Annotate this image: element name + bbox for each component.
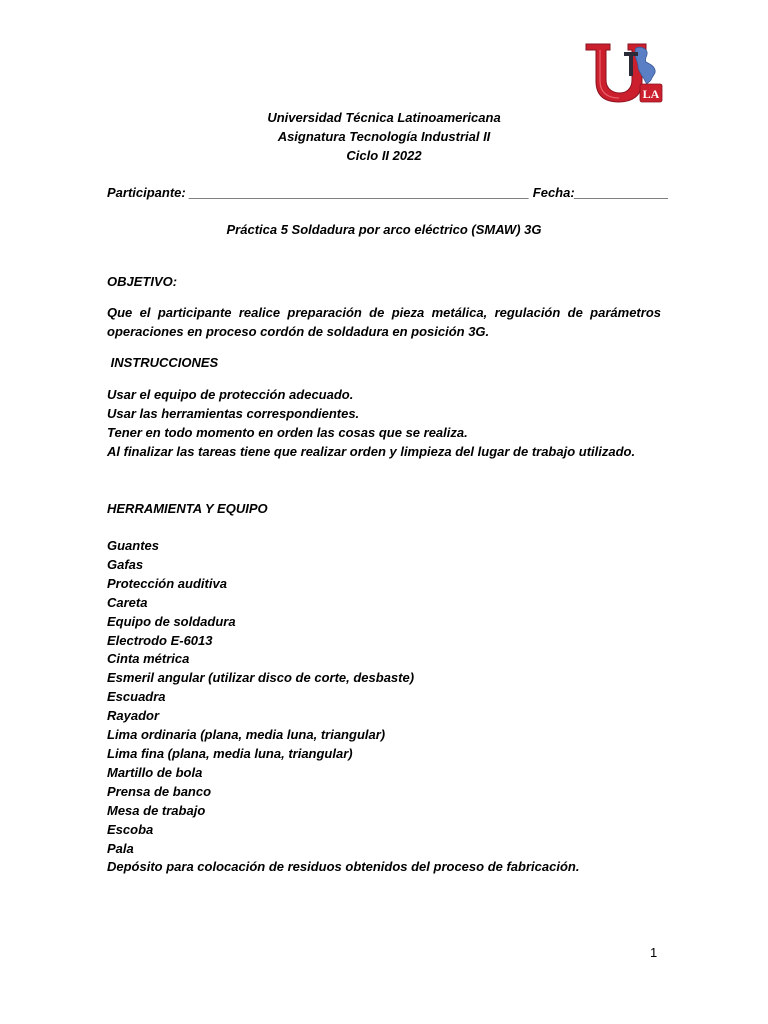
tool-item: Escoba bbox=[107, 821, 154, 837]
page-number: 1 bbox=[650, 945, 658, 960]
tool-item: Lima ordinaria (plana, media luna, triangular) bbox=[107, 727, 386, 743]
tool-item: Lima fina (plana, media luna, triangular) bbox=[107, 745, 353, 761]
tools-heading: HERRAMIENTA Y EQUIPO bbox=[107, 501, 268, 516]
subject-name: Asignatura Tecnología Industrial II bbox=[277, 129, 491, 144]
instructions-heading: INSTRUCCIONES bbox=[107, 355, 219, 370]
instructions-list bbox=[107, 385, 635, 461]
tools-list bbox=[107, 537, 579, 877]
tool-item: Electrodo E-6013 bbox=[107, 632, 213, 648]
tool-item: Equipo de soldadura bbox=[107, 613, 236, 629]
instruction-item: Al finalizar las tareas tiene que realizar orden y limpieza del lugar de trabajo utilizado. bbox=[107, 444, 636, 459]
objective-heading: OBJETIVO: bbox=[107, 274, 178, 289]
tool-item: Cinta métrica bbox=[107, 651, 190, 667]
tool-item: Esmeril angular (utilizar disco de corte, desbaste) bbox=[107, 670, 415, 686]
university-logo bbox=[580, 38, 666, 108]
instruction-item: Tener en todo momento en orden las cosas que se realiza. bbox=[107, 425, 468, 440]
objective-body: Que el participante realice preparación de pieza metálica, regulación de parámetros operaciones en proceso cordón de soldadura en posición 3G. bbox=[107, 305, 661, 339]
practice-title: Práctica 5 Soldadura por arco eléctrico (SMAW) 3G bbox=[226, 222, 542, 237]
instruction-item: Usar las herramientas correspondientes. bbox=[107, 406, 360, 421]
tool-item: Careta bbox=[107, 594, 148, 610]
tool-item: Depósito para colocación de residuos obtenidos del proceso de fabricación. bbox=[107, 859, 580, 875]
participant-date-line: Participante: _______________________________________________ Fecha:_____________ bbox=[107, 185, 669, 200]
tool-item: Martillo de bola bbox=[107, 764, 203, 780]
tool-item: Gafas bbox=[107, 556, 144, 572]
university-name: Universidad Técnica Latinoamericana bbox=[267, 110, 501, 125]
document-header bbox=[107, 108, 661, 165]
tool-item: Guantes bbox=[107, 538, 160, 553]
tool-item: Escuadra bbox=[107, 689, 166, 705]
tool-item: Protección auditiva bbox=[107, 575, 227, 591]
instruction-item: Usar el equipo de protección adecuado. bbox=[107, 387, 354, 402]
tool-item: Prensa de banco bbox=[107, 783, 212, 799]
svg-text:LA: LA bbox=[642, 87, 660, 101]
tool-item: Rayador bbox=[107, 708, 160, 724]
utla-logo-icon bbox=[580, 38, 666, 108]
tool-item: Pala bbox=[107, 840, 134, 856]
cycle-label: Ciclo II 2022 bbox=[346, 148, 422, 163]
tool-item: Mesa de trabajo bbox=[107, 802, 206, 818]
